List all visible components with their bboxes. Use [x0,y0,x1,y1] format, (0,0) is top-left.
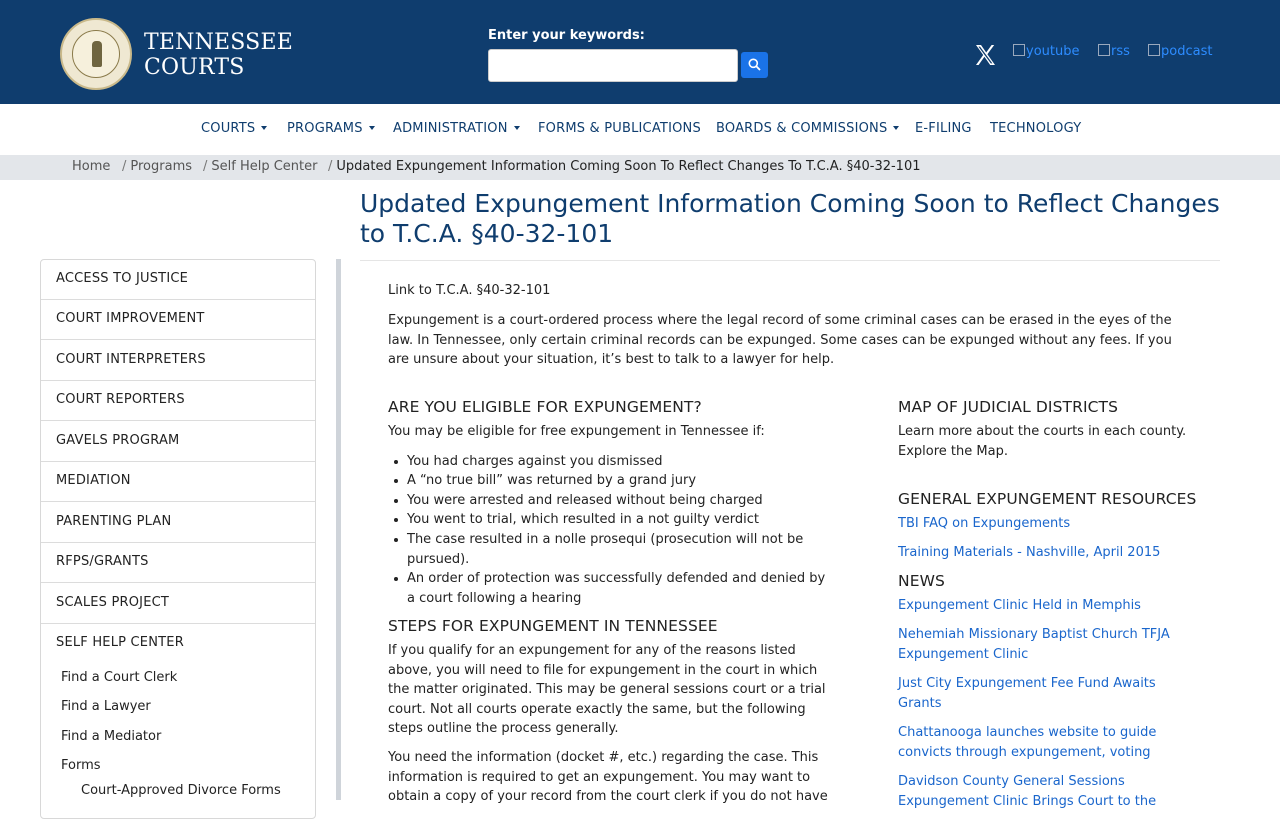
rss-alt-text: rss [1111,44,1130,59]
title-divider [360,260,1220,261]
sidebar-subitem-court-approved-divorce-forms[interactable]: Court-Approved Divorce Forms [81,783,281,798]
brand-line-1: TENNESSEE [144,30,293,55]
site-brand[interactable] [144,30,293,80]
eligible-bullet: You went to trial, which resulted in a not guilty verdict [407,510,835,530]
nav-technology-label: TECHNOLOGY [990,121,1082,136]
seal-justice-figure [92,41,102,67]
news-heading: NEWS [898,572,945,590]
podcast-icon [1148,44,1160,56]
sidebar-subitem-find-lawyer[interactable]: Find a Lawyer [61,699,151,714]
news-link[interactable]: Nehemiah Missionary Baptist Church TFJA Expungement Clinic [898,627,1170,662]
breadcrumb-home[interactable]: Home [72,159,111,174]
sidebar-item-scales-project[interactable]: SCALES PROJECT [41,584,315,624]
resource-link-tbi-faq[interactable]: TBI FAQ on Expungements [898,516,1071,531]
sidebar-item-court-reporters[interactable]: COURT REPORTERS [41,381,315,421]
search-icon [748,58,761,71]
news-link[interactable]: Chattanooga launches website to guide convicts through expungement, voting [898,725,1157,760]
eligible-heading: ARE YOU ELIGIBLE FOR EXPUNGEMENT? [388,398,702,416]
resource-link-training-materials[interactable]: Training Materials - Nashville, April 2015 [898,545,1161,560]
x-twitter-icon[interactable] [973,43,997,67]
nav-courts-label: COURTS [201,121,256,136]
caret-down-icon [893,126,899,130]
caret-down-icon [369,126,375,130]
caret-down-icon [514,126,520,130]
nav-forms-label: FORMS & PUBLICATIONS [538,121,701,136]
seal-inner-ring [72,30,120,78]
eligible-bullet: You were arrested and released without being charged [407,491,835,511]
caret-down-icon [261,126,267,130]
nav-administration-label: ADMINISTRATION [393,121,508,136]
sidebar-item-access-to-justice[interactable]: ACCESS TO JUSTICE [41,260,315,300]
breadcrumb-separator: / [122,159,127,174]
brand-line-2: COURTS [144,55,245,80]
youtube-alt-text: youtube [1026,44,1080,59]
steps-paragraph: If you qualify for an expungement for any of the reasons listed above, you will need to file for expungement in the court in which the matter originated. This may be general sessions court or a trial court. Not all courts operate exactly the same, but the following steps outline the process generally. [388,643,826,736]
news-link[interactable]: Davidson County General Sessions Expungement Clinic Brings Court to the [898,774,1157,809]
nav-forms-publications[interactable] [538,121,701,136]
breadcrumb-self-help-label: Self Help Center [211,159,318,174]
sidebar-subitem-forms[interactable]: Forms [61,758,101,773]
steps-heading: STEPS FOR EXPUNGEMENT IN TENNESSEE [388,617,718,635]
sidebar-item-mediation[interactable]: MEDIATION [41,462,315,502]
nav-courts[interactable] [201,121,267,136]
news-link[interactable]: Expungement Clinic Held in Memphis [898,598,1141,613]
breadcrumb-current-label: Updated Expungement Information Coming Soon To Reflect Changes To T.C.A. §40-32-101 [336,159,921,174]
sidebar-item-gavels-program[interactable]: GAVELS PROGRAM [41,422,315,462]
rss-link[interactable] [1098,44,1130,66]
youtube-icon [1013,44,1025,56]
breadcrumb-programs-label: Programs [130,159,193,174]
nav-programs[interactable] [287,121,375,136]
map-text: Learn more about the courts in each county. [898,424,1187,439]
search-button[interactable] [741,52,768,78]
nav-boards-label: BOARDS & COMMISSIONS [716,121,888,136]
breadcrumb-current [328,159,921,174]
podcast-alt-text: podcast [1161,44,1213,59]
eligible-bullet: You had charges against you dismissed [407,452,835,472]
nav-e-filing-label: E-FILING [915,121,972,136]
intro-paragraph: Expungement is a court-ordered process where the legal record of some criminal cases can be erased in the eyes of the law. In Tennessee, only certain criminal records can be expunged. Some cases can be expunged without any fees. If you are unsure about your situation, it’s best to talk to a lawyer for help. [388,313,1172,367]
statute-link[interactable]: Link to T.C.A. §40-32-101 [388,283,551,298]
eligible-bullet: The case resulted in a nolle prosequi (prosecution will not be pursued). [407,530,835,569]
sidebar-item-court-improvement[interactable]: COURT IMPROVEMENT [41,300,315,340]
podcast-link[interactable] [1148,44,1212,66]
map-heading: MAP OF JUDICIAL DISTRICTS [898,398,1119,416]
search-label: Enter your keywords: [488,28,645,43]
resources-heading: GENERAL EXPUNGEMENT RESOURCES [898,490,1197,508]
rss-icon [1098,44,1110,56]
breadcrumb-programs[interactable] [122,159,192,174]
steps-paragraph-2: You need the information (docket #, etc.) regarding the case. This information is required to get an expungement. You may want to obtain a copy of your record from the court clerk if you do not have [388,750,828,804]
eligible-intro-text: You may be eligible for free expungement in Tennessee if: [388,424,765,439]
explore-map-link[interactable]: Explore the Map. [898,444,1008,459]
nav-e-filing[interactable] [915,121,972,136]
nav-boards-commissions[interactable] [716,121,899,136]
search-input[interactable] [488,49,738,82]
sidebar-item-rfps-grants[interactable]: RFPS/GRANTS [41,543,315,583]
sidebar-item-parenting-plan[interactable]: PARENTING PLAN [41,503,315,543]
sidebar-item-court-interpreters[interactable]: COURT INTERPRETERS [41,341,315,381]
main-navigation [0,104,1280,155]
sidebar-subitem-find-mediator[interactable]: Find a Mediator [61,729,162,744]
page-title: Updated Expungement Information Coming Soon to Reflect Changes to T.C.A. §40-32-101 [360,189,1220,248]
content-divider-bar [336,259,341,800]
nav-technology[interactable] [990,121,1081,136]
breadcrumb-separator: / [328,159,333,174]
sidebar-item-self-help-center[interactable]: SELF HELP CENTER [56,635,184,650]
eligible-bullet: A “no true bill” was returned by a grand jury [407,471,835,491]
youtube-link[interactable] [1013,44,1079,66]
news-link[interactable]: Just City Expungement Fee Fund Awaits Grants [898,676,1156,711]
site-header [0,0,1280,104]
breadcrumb-separator: / [203,159,208,174]
nav-programs-label: PROGRAMS [287,121,363,136]
tennessee-judiciary-seal-logo[interactable] [60,18,132,90]
eligible-bullet: An order of protection was successfully defended and denied by a court following a hearing [407,569,835,608]
nav-administration[interactable] [393,121,520,136]
breadcrumb [0,155,1280,180]
sidebar-menu [40,259,316,819]
breadcrumb-self-help-center[interactable] [203,159,318,174]
sidebar-subitem-find-court-clerk[interactable]: Find a Court Clerk [61,670,178,685]
